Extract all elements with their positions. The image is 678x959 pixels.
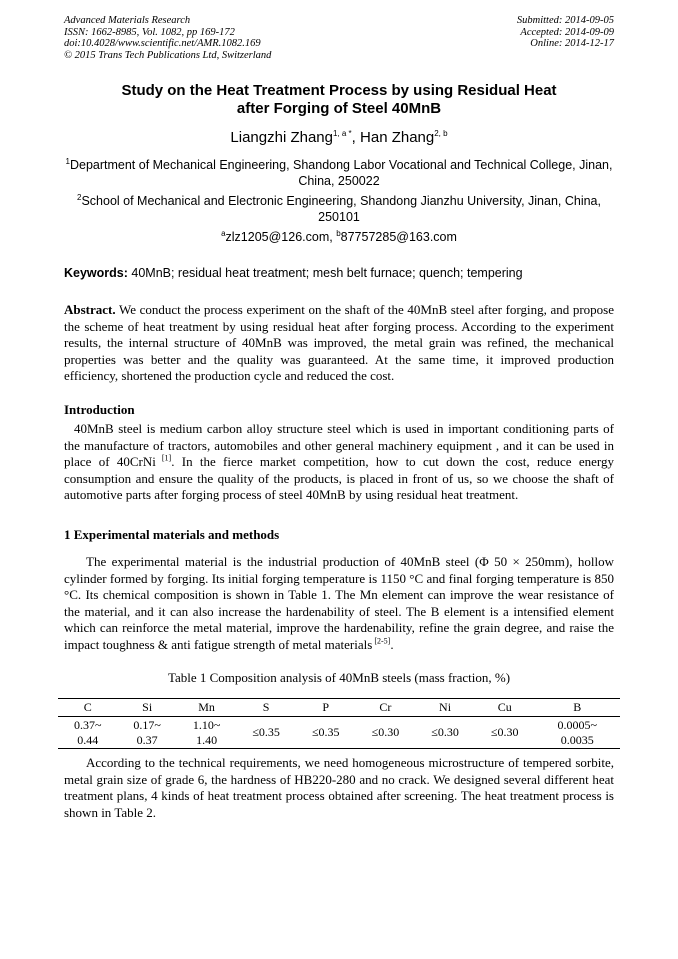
doi: doi:10.4028/www.scientific.net/AMR.1082.169 [64, 38, 261, 49]
abstract-label: Abstract. [64, 302, 116, 317]
title-line-1: Study on the Heat Treatment Process by using Residual Heat [121, 82, 557, 99]
table-cell: 0.0005~ 0.0035 [535, 717, 620, 749]
intro-text-1: 40MnB steel is medium carbon alloy structure steel which is used in important conditioning parts of the manufacture of tractors, automobiles and other general machinery equipment , and it can be used in place of 40CrNi [64, 421, 614, 470]
author-list [64, 129, 614, 147]
email-b-sup: b [336, 228, 341, 238]
table-header-cell: Si [117, 699, 176, 717]
sec1-text-1: The experimental material is the industrial production of 40MnB steel (Φ 50 × 250mm), hollow cylinder formed by forging. Its initial forging temperature is 1150 °C and final forging temperature is 850 °C. Its chemical composition is shown in Table 1. The Mn element can improve the wear resistance of the material, and it can also increase the hardenability of steel. The B element is a intensified element which can reinforce the metal material, improve the hardenability, refine the grain degree, and raise the impact toughness & anti fatigue strength of metal materials [64, 554, 614, 652]
accepted-date: Accepted: 2014-09-09 [520, 26, 614, 38]
submitted-date: Submitted: 2014-09-05 [516, 15, 614, 26]
section-1-heading: 1 Experimental materials and methods [64, 527, 280, 542]
abstract-text: We conduct the process experiment on the shaft of the 40MnB steel after forging, and propose the scheme of heat treatment by using residual heat after forging process. According to the experiment results, the internal structure of 40MnB was improved, the metal grain was refined, the mechanical properties was better and the quality was guaranteed. At the same time, it improved production efficiency, shortened the production cycle and reduced the cost. [64, 302, 614, 384]
intro-ref: [1] [155, 453, 172, 463]
table-header-cell: Cr [356, 699, 416, 717]
affiliation-1 [64, 157, 614, 189]
table-cell: ≤0.30 [356, 717, 416, 749]
aff2-sup: 2 [77, 192, 82, 202]
composition-table [58, 698, 620, 749]
copyright: © 2015 Trans Tech Publications Ltd, Switzerland [64, 49, 272, 61]
table-header-cell: Cu [475, 699, 535, 717]
author-1: Liangzhi Zhang [230, 129, 333, 146]
table-header-row [58, 699, 620, 717]
aff1-sup: 1 [65, 156, 70, 166]
table-header-cell: C [58, 699, 117, 717]
email-a-sup: a [221, 228, 226, 238]
introduction-paragraph [64, 421, 614, 504]
issn: ISSN: 1662-8985, Vol. 1082, pp 169-172 [64, 26, 235, 38]
after-table-paragraph: According to the technical requirements, we need homogeneous microstructure of tempered sorbite, metal grain size of grade 6, the hardness of HB220-280 and no crack. We designed several different heat treatment plans, 4 kinds of heat treatment process obtained after screening. The heat treatment process is shown in Table 2. [64, 755, 614, 820]
table-cell: ≤0.35 [236, 717, 296, 749]
table-header-cell: P [296, 699, 356, 717]
table-cell: ≤0.30 [475, 717, 535, 749]
table-row [58, 717, 620, 749]
online-date: Online: 2014-12-17 [530, 38, 614, 49]
author-1-sup: 1, a * [332, 129, 352, 138]
email-b: 87757285@163.com [340, 230, 457, 244]
journal-header [64, 15, 271, 61]
author-2-sup: 2, b [434, 129, 448, 138]
table-header-cell: Ni [415, 699, 475, 717]
email-a: zlz1205@126.com, [225, 230, 337, 244]
author-separator: , [351, 129, 361, 146]
table-cell: 1.10~ 1.40 [177, 717, 236, 749]
aff2-line-1: School of Mechanical and Electronic Engineering, Shandong Jianzhu University, Jinan, China, [81, 194, 601, 208]
table-cell: ≤0.30 [415, 717, 475, 749]
paper-title [64, 82, 614, 118]
aff2-line-2: 250101 [318, 210, 360, 224]
section-1-paragraph [64, 554, 614, 654]
table-cell: 0.17~ 0.37 [117, 717, 176, 749]
table-header-cell: B [535, 699, 620, 717]
author-emails [64, 229, 614, 245]
keywords-label: Keywords: [64, 266, 128, 280]
dates-header [517, 15, 614, 50]
table-cell: 0.37~ 0.44 [58, 717, 117, 749]
keywords [64, 265, 614, 281]
intro-text-2: . In the fierce market competition, how to cut down the cost, reduce energy consumption and ensure the quality of the products, is placed in front of us, so we choose the shaft of automotive parts after forging process of steel 40MnB by using residual heat treatment. [64, 454, 614, 503]
aff1-line-2: China, 250022 [298, 174, 380, 188]
sec1-ref: [2-5] [372, 636, 391, 646]
abstract [64, 302, 614, 385]
introduction-heading: Introduction [64, 402, 135, 417]
keywords-text: 40MnB; residual heat treatment; mesh belt furnace; quench; tempering [127, 266, 523, 280]
author-2: Han Zhang [360, 129, 435, 146]
table-1-caption: Table 1 Composition analysis of 40MnB steels (mass fraction, %) [167, 670, 511, 685]
sec1-text-2: . [390, 636, 394, 652]
table-cell: ≤0.35 [296, 717, 356, 749]
journal-name: Advanced Materials Research [64, 15, 191, 26]
aff1-line-1: Department of Mechanical Engineering, Shandong Labor Vocational and Technical College, Jinan, [69, 158, 613, 172]
affiliation-2 [64, 193, 614, 225]
table-header-cell: S [236, 699, 296, 717]
table-header-cell: Mn [177, 699, 236, 717]
title-line-2: after Forging of Steel 40MnB [236, 100, 442, 117]
